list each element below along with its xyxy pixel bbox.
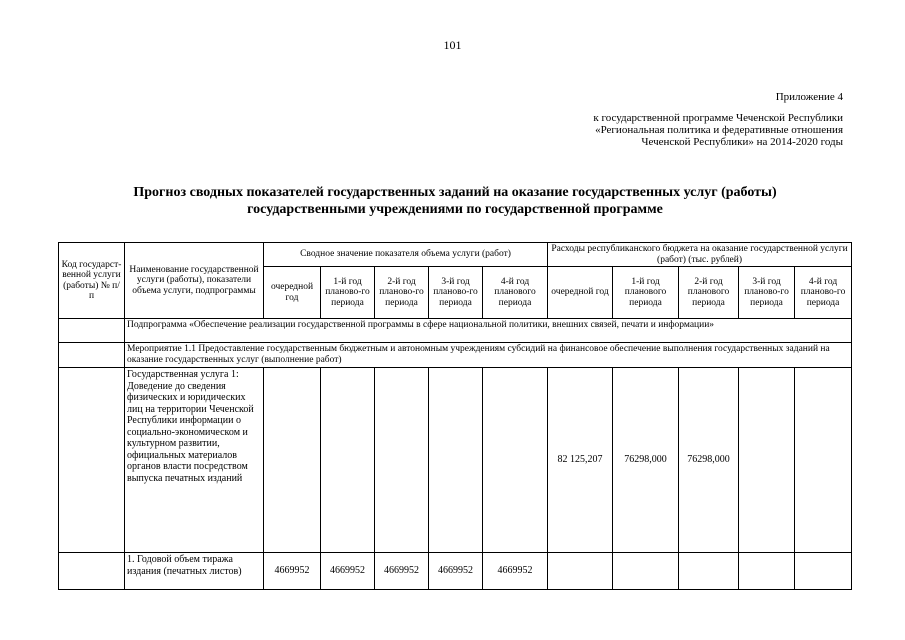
indicator-row bbox=[59, 553, 852, 590]
indicator-budget-cell bbox=[613, 553, 679, 590]
service-budget-cell bbox=[795, 368, 852, 553]
subprogram-row bbox=[59, 319, 852, 343]
header-budget-col: 4-й год планово-го периода bbox=[795, 267, 852, 319]
service-volume-cell bbox=[321, 368, 375, 553]
subprogram-text: Подпрограмма «Обеспечение реализации государственной программы в сфере национальной политики, внешних связей, печати и информации» bbox=[125, 319, 852, 343]
appendix-title: Приложение 4 bbox=[775, 91, 843, 103]
service-budget-cell: 76298,000 bbox=[679, 368, 739, 553]
header-volume-group: Сводное значение показателя объема услуги (работ) bbox=[264, 243, 548, 267]
header-volume-col: очередной год bbox=[264, 267, 321, 319]
measure-code-cell bbox=[59, 343, 125, 368]
service-code-cell bbox=[59, 368, 125, 553]
forecast-table bbox=[58, 242, 852, 590]
appendix-line: к государственной программе Чеченской Республики bbox=[593, 112, 843, 124]
appendix-line: «Региональная политика и федеративные отношения bbox=[595, 124, 843, 136]
indicator-volume-cell: 4669952 bbox=[264, 553, 321, 590]
header-budget-group: Расходы республиканского бюджета на оказание государственной услуги (работ) (тыс. рублей) bbox=[548, 243, 852, 267]
document-title bbox=[60, 184, 850, 218]
measure-text: Мероприятие 1.1 Предоставление государственным бюджетным и автономным учреждениям субсидий на финансовое обеспечение выполнения государственных заданий на оказание государственных услуг (выполнение работ) bbox=[125, 343, 852, 368]
document-title-line-1: Прогноз сводных показателей государственных заданий на оказание государственных услуг (работы) bbox=[133, 185, 777, 200]
header-budget-col: 2-й год планового периода bbox=[679, 267, 739, 319]
service-volume-cell bbox=[429, 368, 483, 553]
subprogram-code-cell bbox=[59, 319, 125, 343]
indicator-volume-cell: 4669952 bbox=[483, 553, 548, 590]
header-budget-col: 1-й год планового периода bbox=[613, 267, 679, 319]
measure-row bbox=[59, 343, 852, 368]
indicator-budget-cell bbox=[795, 553, 852, 590]
header-volume-col: 1-й год планово-го периода bbox=[321, 267, 375, 319]
page-number: 101 bbox=[443, 38, 462, 52]
document-title-line-2: государственными учреждениями по государственной программе bbox=[247, 202, 663, 217]
indicator-name: 1. Годовой объем тиража издания (печатных листов) bbox=[125, 553, 264, 590]
indicator-budget-cell bbox=[739, 553, 795, 590]
header-budget-col: 3-й год планово-го периода bbox=[739, 267, 795, 319]
indicator-budget-cell bbox=[548, 553, 613, 590]
header-volume-col: 4-й год планового периода bbox=[483, 267, 548, 319]
service-budget-cell bbox=[739, 368, 795, 553]
service-budget-cell: 82 125,207 bbox=[548, 368, 613, 553]
header-code: Код государст-венной услуги (работы) № п/п bbox=[59, 243, 125, 319]
service-row bbox=[59, 368, 852, 553]
indicator-code-cell bbox=[59, 553, 125, 590]
indicator-volume-cell: 4669952 bbox=[429, 553, 483, 590]
indicator-volume-cell: 4669952 bbox=[375, 553, 429, 590]
service-volume-cell bbox=[264, 368, 321, 553]
appendix-line: Чеченской Республики» на 2014-2020 годы bbox=[641, 136, 843, 148]
service-volume-cell bbox=[483, 368, 548, 553]
indicator-budget-cell bbox=[679, 553, 739, 590]
indicator-volume-cell: 4669952 bbox=[321, 553, 375, 590]
header-volume-col: 3-й год планово-го периода bbox=[429, 267, 483, 319]
service-name: Государственная услуга 1: Доведение до сведения физических и юридических лиц на территории Чеченской Республики информации о социально-экономическом и культурном развитии, официальных материалов органов власти посредством выпуска печатных изданий bbox=[125, 368, 264, 553]
service-volume-cell bbox=[375, 368, 429, 553]
header-budget-col: очередной год bbox=[548, 267, 613, 319]
header-volume-col: 2-й год планово-го периода bbox=[375, 267, 429, 319]
service-budget-cell: 76298,000 bbox=[613, 368, 679, 553]
header-name: Наименование государственной услуги (работы), показатели объема услуги, подпрограммы bbox=[125, 243, 264, 319]
header-row-1 bbox=[59, 243, 852, 267]
